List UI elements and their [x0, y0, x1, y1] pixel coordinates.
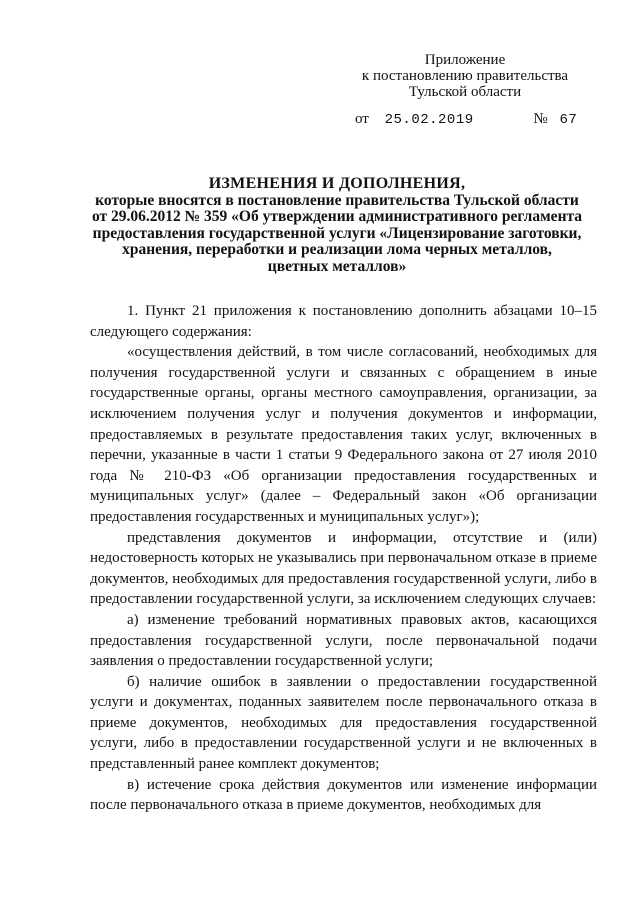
body-paragraph: 1. Пункт 21 приложения к постановлению дополнить абзацами 10–15 следующего содержания: — [90, 303, 597, 340]
number-sign: № — [533, 111, 548, 127]
body-paragraph: «осуществления действий, в том числе согласований, необходимых для получения государственной услуги и связанных с обращением в иные государственные органы, органы местного самоуправления, организации, за исключением получения услуг и получения документов и информации, предоставляемых в результате предоставления таких услуг, включенных в перечни, указанные в части 1 статьи 9 Федерального закона от 27 июля 2010 года № 210-ФЗ «Об организации предоставления государственных и муниципальных услуг» (далее – Федеральный закон «Об организации предоставления государственных и муниципальных услуг»); — [90, 344, 597, 525]
resolution-date: 25.02.2019 — [384, 112, 474, 128]
resolution-number: 67 — [559, 112, 578, 128]
title-heading: ИЗМЕНЕНИЯ И ДОПОЛНЕНИЯ, — [208, 175, 466, 192]
body-paragraph: а) изменение требований нормативных правовых актов, касающихся предоставления государственной услуги, после первоначальной подачи заявления о предоставлении государственной услуги; — [90, 611, 597, 670]
title-line: хранения, переработки и реализации лома черных металлов, — [122, 241, 552, 258]
appendix-resolution-line: к постановлению правительства — [361, 68, 569, 84]
body-paragraph: в) истечение срока действия документов или изменение информации после первоначального отказа в приеме документов, необходимых для — [90, 776, 597, 814]
document-title — [70, 176, 604, 275]
appendix-block — [330, 52, 600, 100]
document-body — [90, 301, 597, 816]
title-line: которые вносятся в постановление правительства Тульской области — [95, 191, 579, 209]
title-line: от 29.06.2012 № 359 «Об утверждении административного регламента — [91, 208, 583, 225]
appendix-label: Приложение — [424, 52, 506, 68]
resolution-dateline — [355, 111, 577, 128]
date-from-label: от — [355, 111, 369, 127]
appendix-region-line: Тульской области — [408, 84, 522, 100]
body-paragraph: б) наличие ошибок в заявлении о предоставлении государственной услуги и документах, поданных заявителем после первоначального отказа в приеме документов, необходимых для предоставления государственной услуги, либо в предоставлении государственной услуги и не включенных в представленный ранее комплект документов; — [90, 673, 597, 773]
title-line: цветных металлов» — [267, 257, 407, 275]
body-paragraph: представления документов и информации, отсутствие и (или) недостоверность которых не указывались при первоначальном отказе в приеме документов, необходимых для предоставления государственной услуги, либо в предоставлении государственной услуги, за исключением следующих случаев: — [90, 529, 597, 608]
title-line: предоставления государственной услуги «Лицензирование заготовки, — [92, 224, 582, 242]
